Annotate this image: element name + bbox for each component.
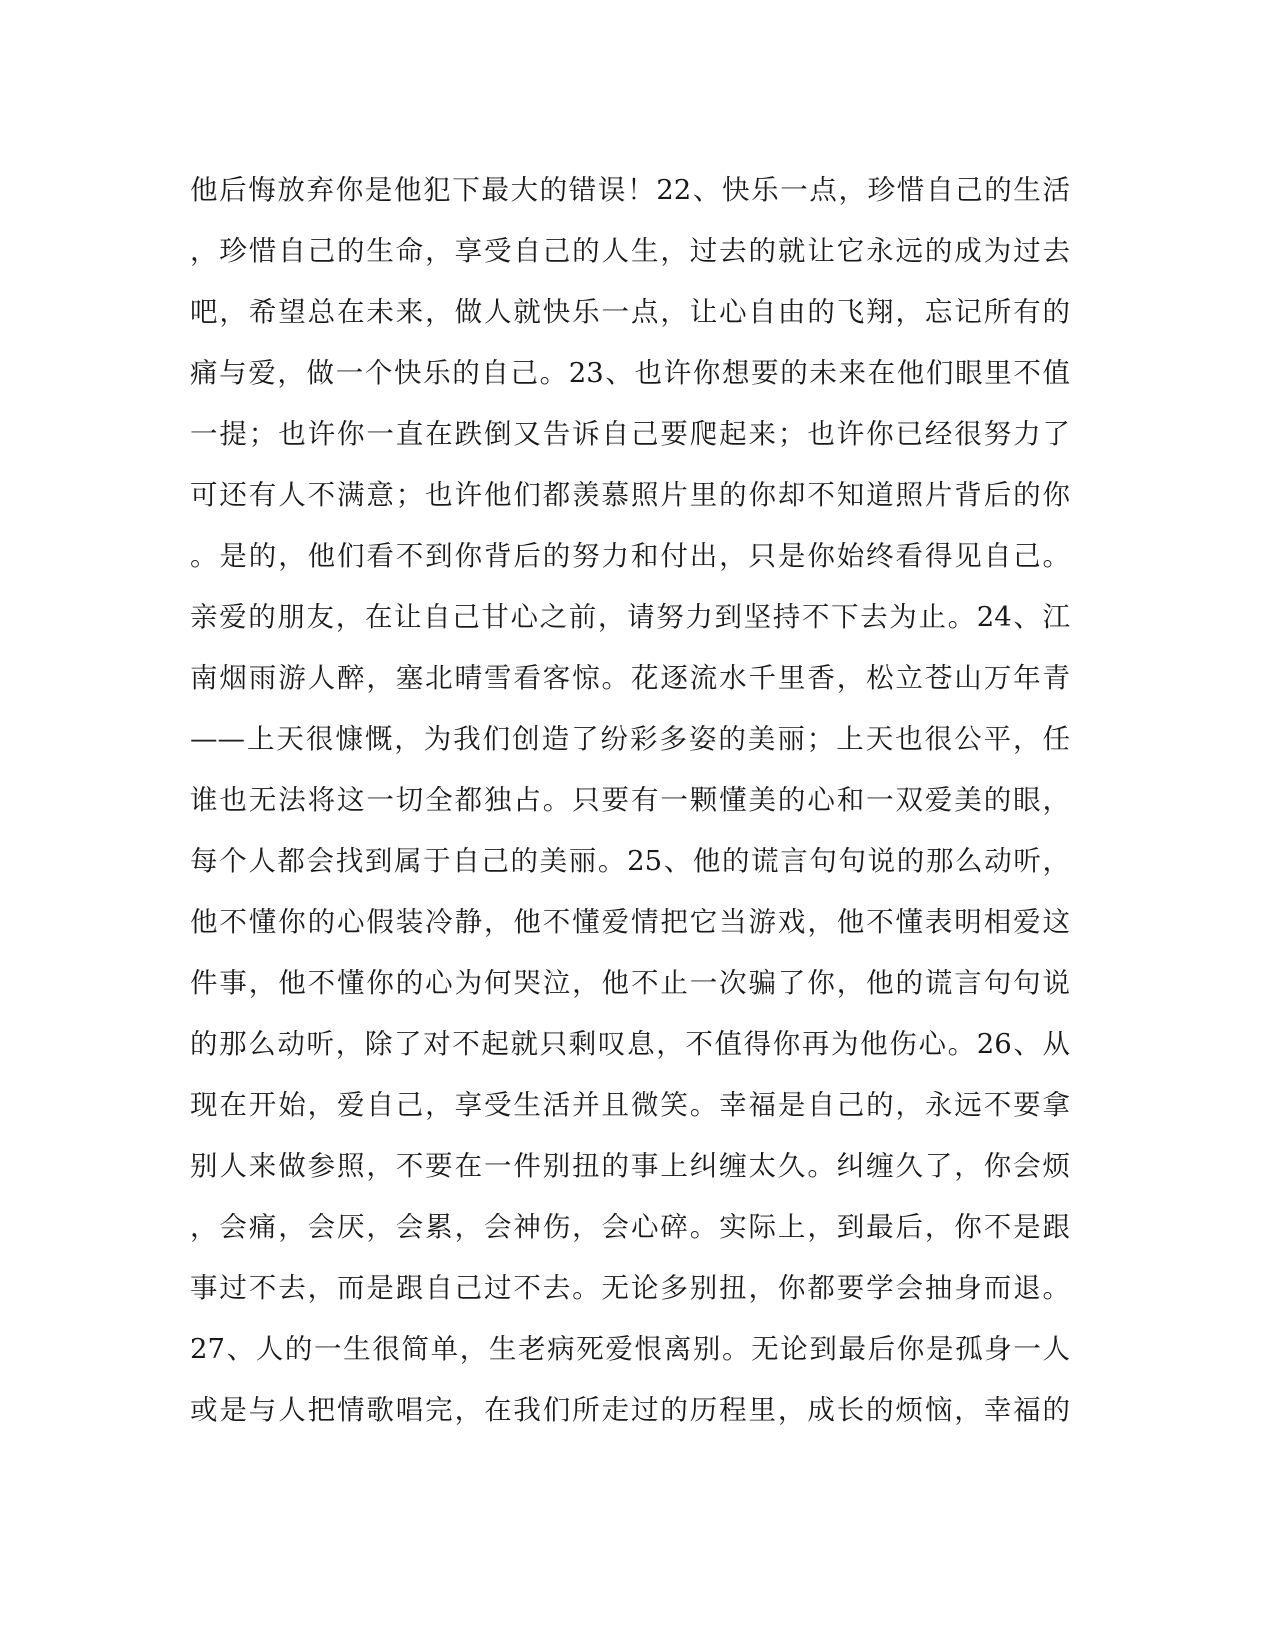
body-text bbox=[190, 160, 1070, 1441]
text-line: 他后悔放弃你是他犯下最大的错误！22、快乐一点，珍惜自己的生活 bbox=[190, 174, 1070, 206]
text-line: 一提；也许你一直在跌倒又告诉自己要爬起来；也许你已经很努力了 bbox=[190, 418, 1070, 450]
text-line: 亲爱的朋友，在让自己甘心之前，请努力到坚持不下去为止。24、江 bbox=[190, 601, 1070, 633]
text-line: 。是的，他们看不到你背后的努力和付出，只是你始终看得见自己。 bbox=[190, 540, 1070, 572]
text-line: 痛与爱，做一个快乐的自己。23、也许你想要的未来在他们眼里不值 bbox=[190, 357, 1070, 389]
text-line: 每个人都会找到属于自己的美丽。25、他的谎言句句说的那么动听， bbox=[190, 845, 1070, 877]
text-line: 他不懂你的心假装冷静，他不懂爱情把它当游戏，他不懂表明相爱这 bbox=[190, 906, 1070, 938]
text-line: 的那么动听，除了对不起就只剩叹息，不值得你再为他伤心。26、从 bbox=[190, 1028, 1070, 1060]
text-line: 可还有人不满意；也许他们都羡慕照片里的你却不知道照片背后的你 bbox=[190, 479, 1070, 511]
text-line: 吧，希望总在未来，做人就快乐一点，让心自由的飞翔，忘记所有的 bbox=[190, 296, 1070, 328]
text-line: ，珍惜自己的生命，享受自己的人生，过去的就让它永远的成为过去 bbox=[190, 235, 1070, 267]
text-line: ，会痛，会厌，会累，会神伤，会心碎。实际上，到最后，你不是跟 bbox=[190, 1211, 1070, 1243]
text-line: 谁也无法将这一切全都独占。只要有一颗懂美的心和一双爱美的眼， bbox=[190, 784, 1070, 816]
text-line: 现在开始，爱自己，享受生活并且微笑。幸福是自己的，永远不要拿 bbox=[190, 1089, 1070, 1121]
text-line: 南烟雨游人醉，塞北晴雪看客惊。花逐流水千里香，松立苍山万年青 bbox=[190, 662, 1070, 694]
text-line: 27、人的一生很简单，生老病死爱恨离别。无论到最后你是孤身一人 bbox=[190, 1333, 1070, 1365]
text-line: ——上天很慷慨，为我们创造了纷彩多姿的美丽；上天也很公平，任 bbox=[190, 723, 1070, 755]
text-line: 事过不去，而是跟自己过不去。无论多别扭，你都要学会抽身而退。 bbox=[190, 1272, 1070, 1304]
text-line: 或是与人把情歌唱完，在我们所走过的历程里，成长的烦恼，幸福的 bbox=[190, 1394, 1070, 1426]
text-line: 别人来做参照，不要在一件别扭的事上纠缠太久。纠缠久了，你会烦 bbox=[190, 1150, 1070, 1182]
text-line: 件事，他不懂你的心为何哭泣，他不止一次骗了你，他的谎言句句说 bbox=[190, 967, 1070, 999]
